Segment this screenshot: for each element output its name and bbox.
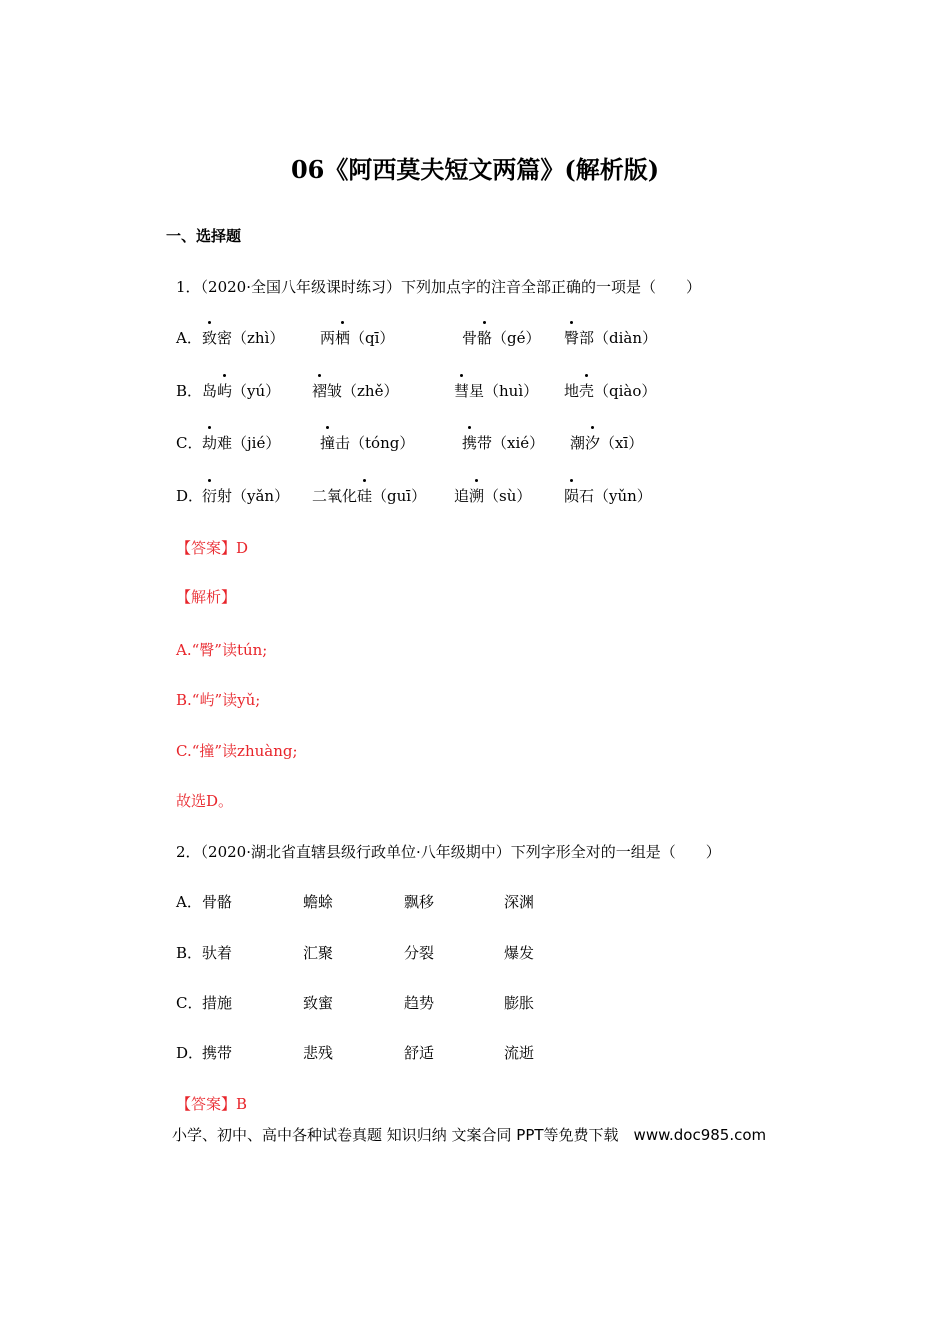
question-1-stem: 1．（2020·全国八年级课时练习）下列加点字的注音全部正确的一项是（ ） bbox=[176, 278, 701, 296]
option-word: 深渊 bbox=[504, 893, 535, 911]
option-word: 分裂 bbox=[404, 944, 435, 962]
option-word: 趋势 bbox=[404, 994, 435, 1012]
option-item: 潮汐（xī） bbox=[570, 434, 644, 452]
option-word: 爆发 bbox=[504, 944, 535, 962]
section-heading: 一、选择题 bbox=[166, 227, 242, 245]
option-label: B． bbox=[176, 382, 203, 400]
option-word: 骨骼 bbox=[202, 893, 233, 911]
option-label: B． bbox=[176, 944, 203, 962]
q2-answer: 【答案】B bbox=[176, 1095, 248, 1113]
option-item: 褶皱（zhě） bbox=[312, 382, 399, 400]
q1-analysis-line: A.“臀”读tún; bbox=[176, 641, 268, 659]
q1-option-a bbox=[176, 327, 776, 351]
q1-option-c bbox=[176, 432, 776, 456]
option-word: 悲残 bbox=[303, 1044, 334, 1062]
page-title: 06《阿西莫夫短文两篇》(解析版) bbox=[290, 155, 660, 184]
option-word: 汇聚 bbox=[303, 944, 334, 962]
option-item: 衍射（yǎn） bbox=[202, 487, 290, 505]
q2-option-b bbox=[176, 942, 776, 966]
option-item: 撞击（tóng） bbox=[320, 434, 415, 452]
option-item: 劫难（jié） bbox=[202, 434, 281, 452]
option-label: C． bbox=[176, 994, 203, 1012]
option-item: 岛屿（yú） bbox=[202, 382, 281, 400]
option-word: 驮着 bbox=[202, 944, 233, 962]
question-2-stem: 2．（2020·湖北省直辖县级行政单位·八年级期中）下列字形全对的一组是（ ） bbox=[176, 843, 721, 861]
option-item: 致密（zhì） bbox=[202, 329, 285, 347]
option-label: A． bbox=[176, 893, 202, 911]
option-word: 流逝 bbox=[504, 1044, 535, 1062]
footer-text: 小学、初中、高中各种试卷真题 知识归纳 文案合同 PPT等免费下载 www.doc985.com bbox=[172, 1126, 767, 1144]
option-word: 致蜜 bbox=[303, 994, 334, 1012]
option-label: D． bbox=[176, 487, 204, 505]
option-item: 两栖（qī） bbox=[320, 329, 395, 347]
option-item: 二氧化硅（guī） bbox=[312, 487, 427, 505]
q1-option-d bbox=[176, 485, 776, 509]
q2-option-c bbox=[176, 992, 776, 1016]
q1-analysis-label: 【解析】 bbox=[176, 588, 237, 606]
option-item: 追溯（sù） bbox=[454, 487, 532, 505]
option-word: 舒适 bbox=[404, 1044, 435, 1062]
q1-option-b bbox=[176, 380, 776, 404]
option-word: 携带 bbox=[202, 1044, 233, 1062]
option-label: D． bbox=[176, 1044, 204, 1062]
option-word: 蟾蜍 bbox=[303, 893, 334, 911]
option-label: C． bbox=[176, 434, 203, 452]
option-item: 彗星（huì） bbox=[454, 382, 539, 400]
q1-analysis-line: C.“撞”读zhuàng; bbox=[176, 742, 298, 760]
option-word: 措施 bbox=[202, 994, 233, 1012]
option-item: 骨骼（gé） bbox=[462, 329, 541, 347]
q1-answer: 【答案】D bbox=[176, 539, 249, 557]
q1-conclusion: 故选D。 bbox=[176, 792, 234, 810]
option-item: 臀部（diàn） bbox=[564, 329, 658, 347]
q2-option-d bbox=[176, 1042, 776, 1066]
option-label: A． bbox=[176, 329, 202, 347]
option-word: 飘移 bbox=[404, 893, 435, 911]
option-item: 携带（xié） bbox=[462, 434, 545, 452]
option-word: 膨胀 bbox=[504, 994, 535, 1012]
option-item: 陨石（yǔn） bbox=[564, 487, 652, 505]
q1-analysis-line: B.“屿”读yǔ; bbox=[176, 691, 261, 709]
q2-option-a bbox=[176, 891, 776, 915]
option-item: 地壳（qiào） bbox=[564, 382, 657, 400]
